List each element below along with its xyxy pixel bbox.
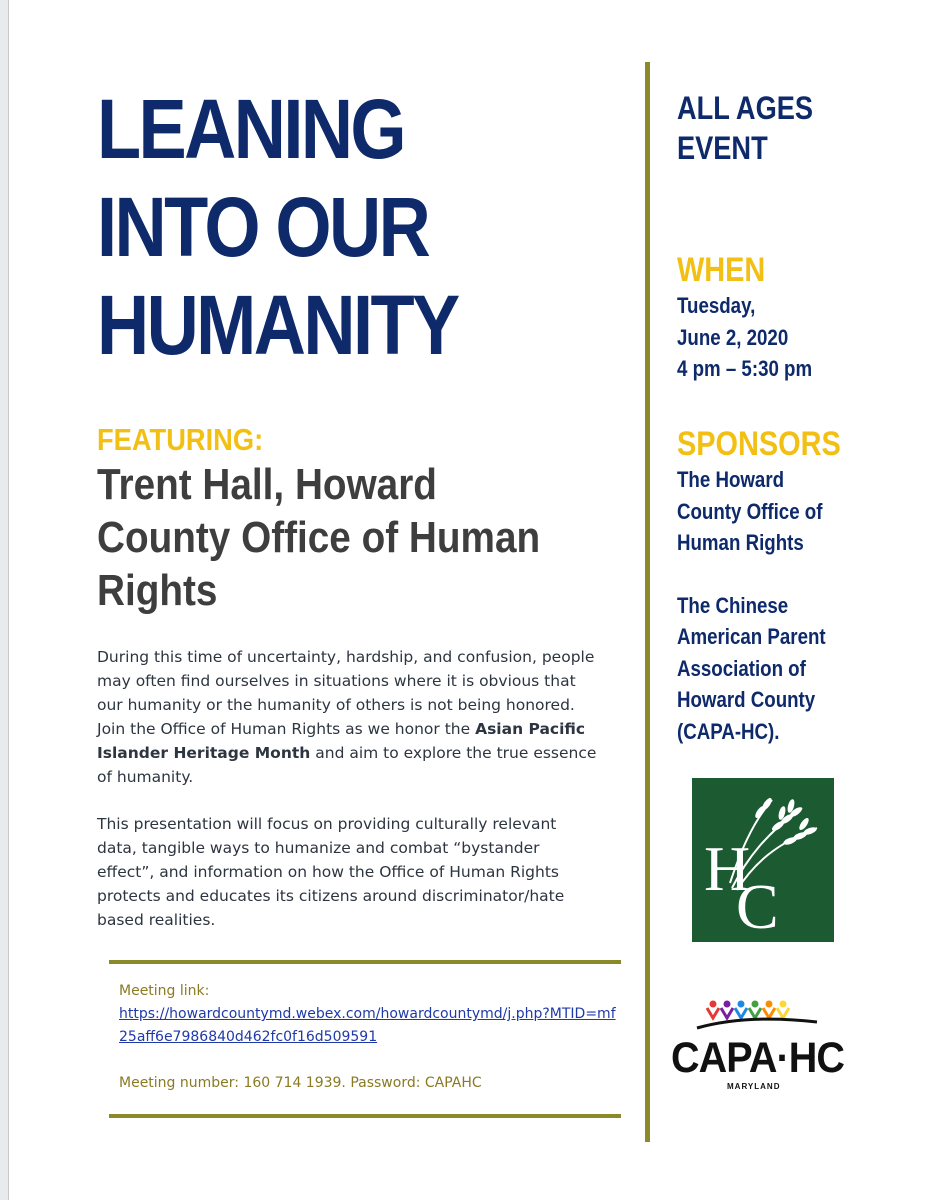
event-title (97, 80, 544, 374)
sponsor-2-line: Association of (677, 655, 806, 681)
hc-letter-h: H (704, 833, 751, 904)
all-ages-heading (677, 88, 927, 168)
sponsor-1-line: Human Rights (677, 530, 804, 555)
when-section (677, 250, 927, 385)
sponsor-2-line: Howard County (677, 687, 816, 712)
sponsor-1-line: The Howard (677, 467, 785, 492)
when-label: WHEN (677, 251, 766, 289)
speaker-name (97, 458, 590, 617)
capa-hc-logo (667, 996, 857, 1100)
sponsor-2-line: (CAPA-HC). (677, 718, 780, 744)
when-line: Tuesday, (677, 293, 756, 318)
speaker-line: County Office of Human (97, 513, 541, 562)
sponsors-label: SPONSORS (677, 425, 841, 463)
meeting-number-password: Meeting number: 160 714 1939. Password: CAPAHC (119, 1075, 482, 1091)
sponsor-2-line: The Chinese (677, 592, 789, 618)
sponsor-2-line: American Parent (677, 624, 826, 649)
all-ages-line: ALL AGES (677, 90, 814, 126)
description-paragraph-1 (97, 645, 597, 789)
all-ages-line: EVENT (677, 130, 768, 166)
description-paragraph-2: This presentation will focus on providing culturally relevant data, tangible ways to humanize and combat “bystander effect”, and information on how the Office of Human Rights protects and educates its citizens around discriminator/hate based realities. (97, 815, 565, 929)
when-line: June 2, 2020 (677, 324, 789, 350)
heritage-month-emphasis: Asian Pacific Islander Heritage Month (97, 720, 586, 762)
paragraph-tail: and aim to explore the true essence of humanity. (97, 744, 597, 786)
capa-hc-wordmark: CAPA·HC (671, 1034, 845, 1082)
people-icon (667, 996, 857, 1036)
wheat-icon (692, 778, 834, 942)
title-line: HUMANITY (97, 278, 458, 372)
sponsor-1-line: County Office of (677, 498, 823, 524)
meeting-link-label: Meeting link: (119, 983, 210, 999)
paragraph-lead: During this time of uncertainty, hardship, and confusion, people may often find ourselves in situations where it is obvious that our humanity or the humanity of others is not being honored. Join the Office of Human Rights as we honor the (97, 648, 595, 738)
featuring-label: FEATURING: (97, 422, 264, 457)
speaker-line: Trent Hall, Howard (97, 460, 437, 509)
speaker-line: Rights (97, 566, 218, 615)
howard-county-logo (692, 778, 834, 942)
title-line: INTO OUR (97, 180, 429, 274)
when-line: 4 pm – 5:30 pm (677, 356, 813, 381)
meeting-info-box (109, 960, 621, 1118)
meeting-link[interactable]: https://howardcountymd.webex.com/howardcountymd/j.php?MTID=mf25aff6e7986840d462fc0f16d509591 (119, 1006, 616, 1045)
vertical-divider (645, 62, 650, 1142)
flyer-page (8, 0, 940, 1200)
sponsors-section (677, 424, 927, 747)
title-line: LEANING (97, 82, 405, 176)
hc-letter-c: C (736, 871, 779, 942)
capa-maryland-label: MARYLAND (727, 1082, 781, 1091)
